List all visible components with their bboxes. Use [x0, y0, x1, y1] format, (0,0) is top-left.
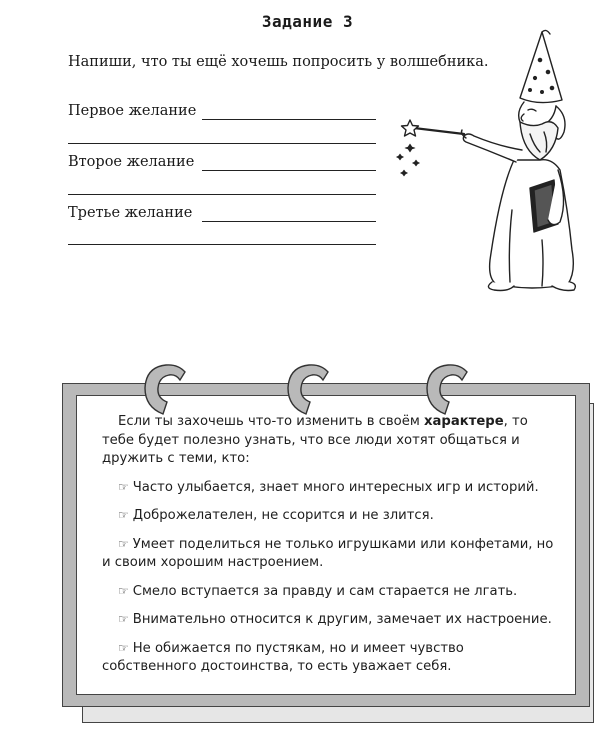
wish-line-third-continued[interactable]: [68, 244, 376, 245]
infobox-text: [102, 413, 554, 686]
list-item: [102, 639, 554, 677]
hand-pointer-icon: ☞: [118, 508, 129, 522]
intro-text: Если ты захочешь что-то изменить в своём: [118, 414, 424, 429]
intro-text-end: , то тебе будет полезно узнать, что все люди хотят общаться и дружить с теми, кто:: [102, 414, 528, 466]
list-item: [102, 506, 554, 526]
wish-line-second-continued[interactable]: [68, 194, 376, 195]
task-title: Задание 3: [261, 12, 354, 31]
infobox-intro: [102, 413, 554, 469]
wish-label-second: Второе желание: [68, 154, 195, 170]
wish-line-first-continued[interactable]: [68, 143, 376, 144]
intro-keyword: характере: [424, 414, 504, 429]
wizard-icon: [392, 10, 582, 295]
task-instruction: Напиши, что ты ещё хочешь попросить у волшебника.: [68, 54, 489, 70]
hand-pointer-icon: ☞: [118, 640, 129, 655]
list-item: [102, 478, 554, 498]
list-item-text: Внимательно относится к другим, замечает их настроение.: [132, 612, 552, 627]
list-item-text: Часто улыбается, знает много интересных игр и историй.: [132, 479, 539, 495]
list-item: [102, 610, 554, 630]
list-item: [102, 535, 554, 573]
list-item: [102, 582, 554, 602]
hand-pointer-icon: ☞: [118, 536, 129, 551]
list-item-text: Умеет поделиться не только игрушками или конфетами, но и своим хорошим настроением.: [102, 536, 554, 570]
hand-pointer-icon: ☞: [118, 479, 129, 494]
wish-line-second[interactable]: [202, 170, 376, 171]
list-item-text: Смело вступается за правду и сам старается не лгать.: [132, 583, 518, 599]
list-item-text: Не обижается по пустякам, но и имеет чувство собственного достоинства, то есть уважает себя.: [102, 640, 464, 674]
wish-line-first[interactable]: [202, 119, 376, 120]
wish-line-third[interactable]: [202, 221, 376, 222]
hand-pointer-icon: ☞: [118, 612, 129, 626]
wish-label-first: Первое желание: [68, 103, 197, 119]
list-item-text: Доброжелателен, не ссорится и не злится.: [132, 508, 434, 523]
wish-label-third: Третье желание: [68, 205, 193, 221]
hand-pointer-icon: ☞: [118, 583, 129, 598]
